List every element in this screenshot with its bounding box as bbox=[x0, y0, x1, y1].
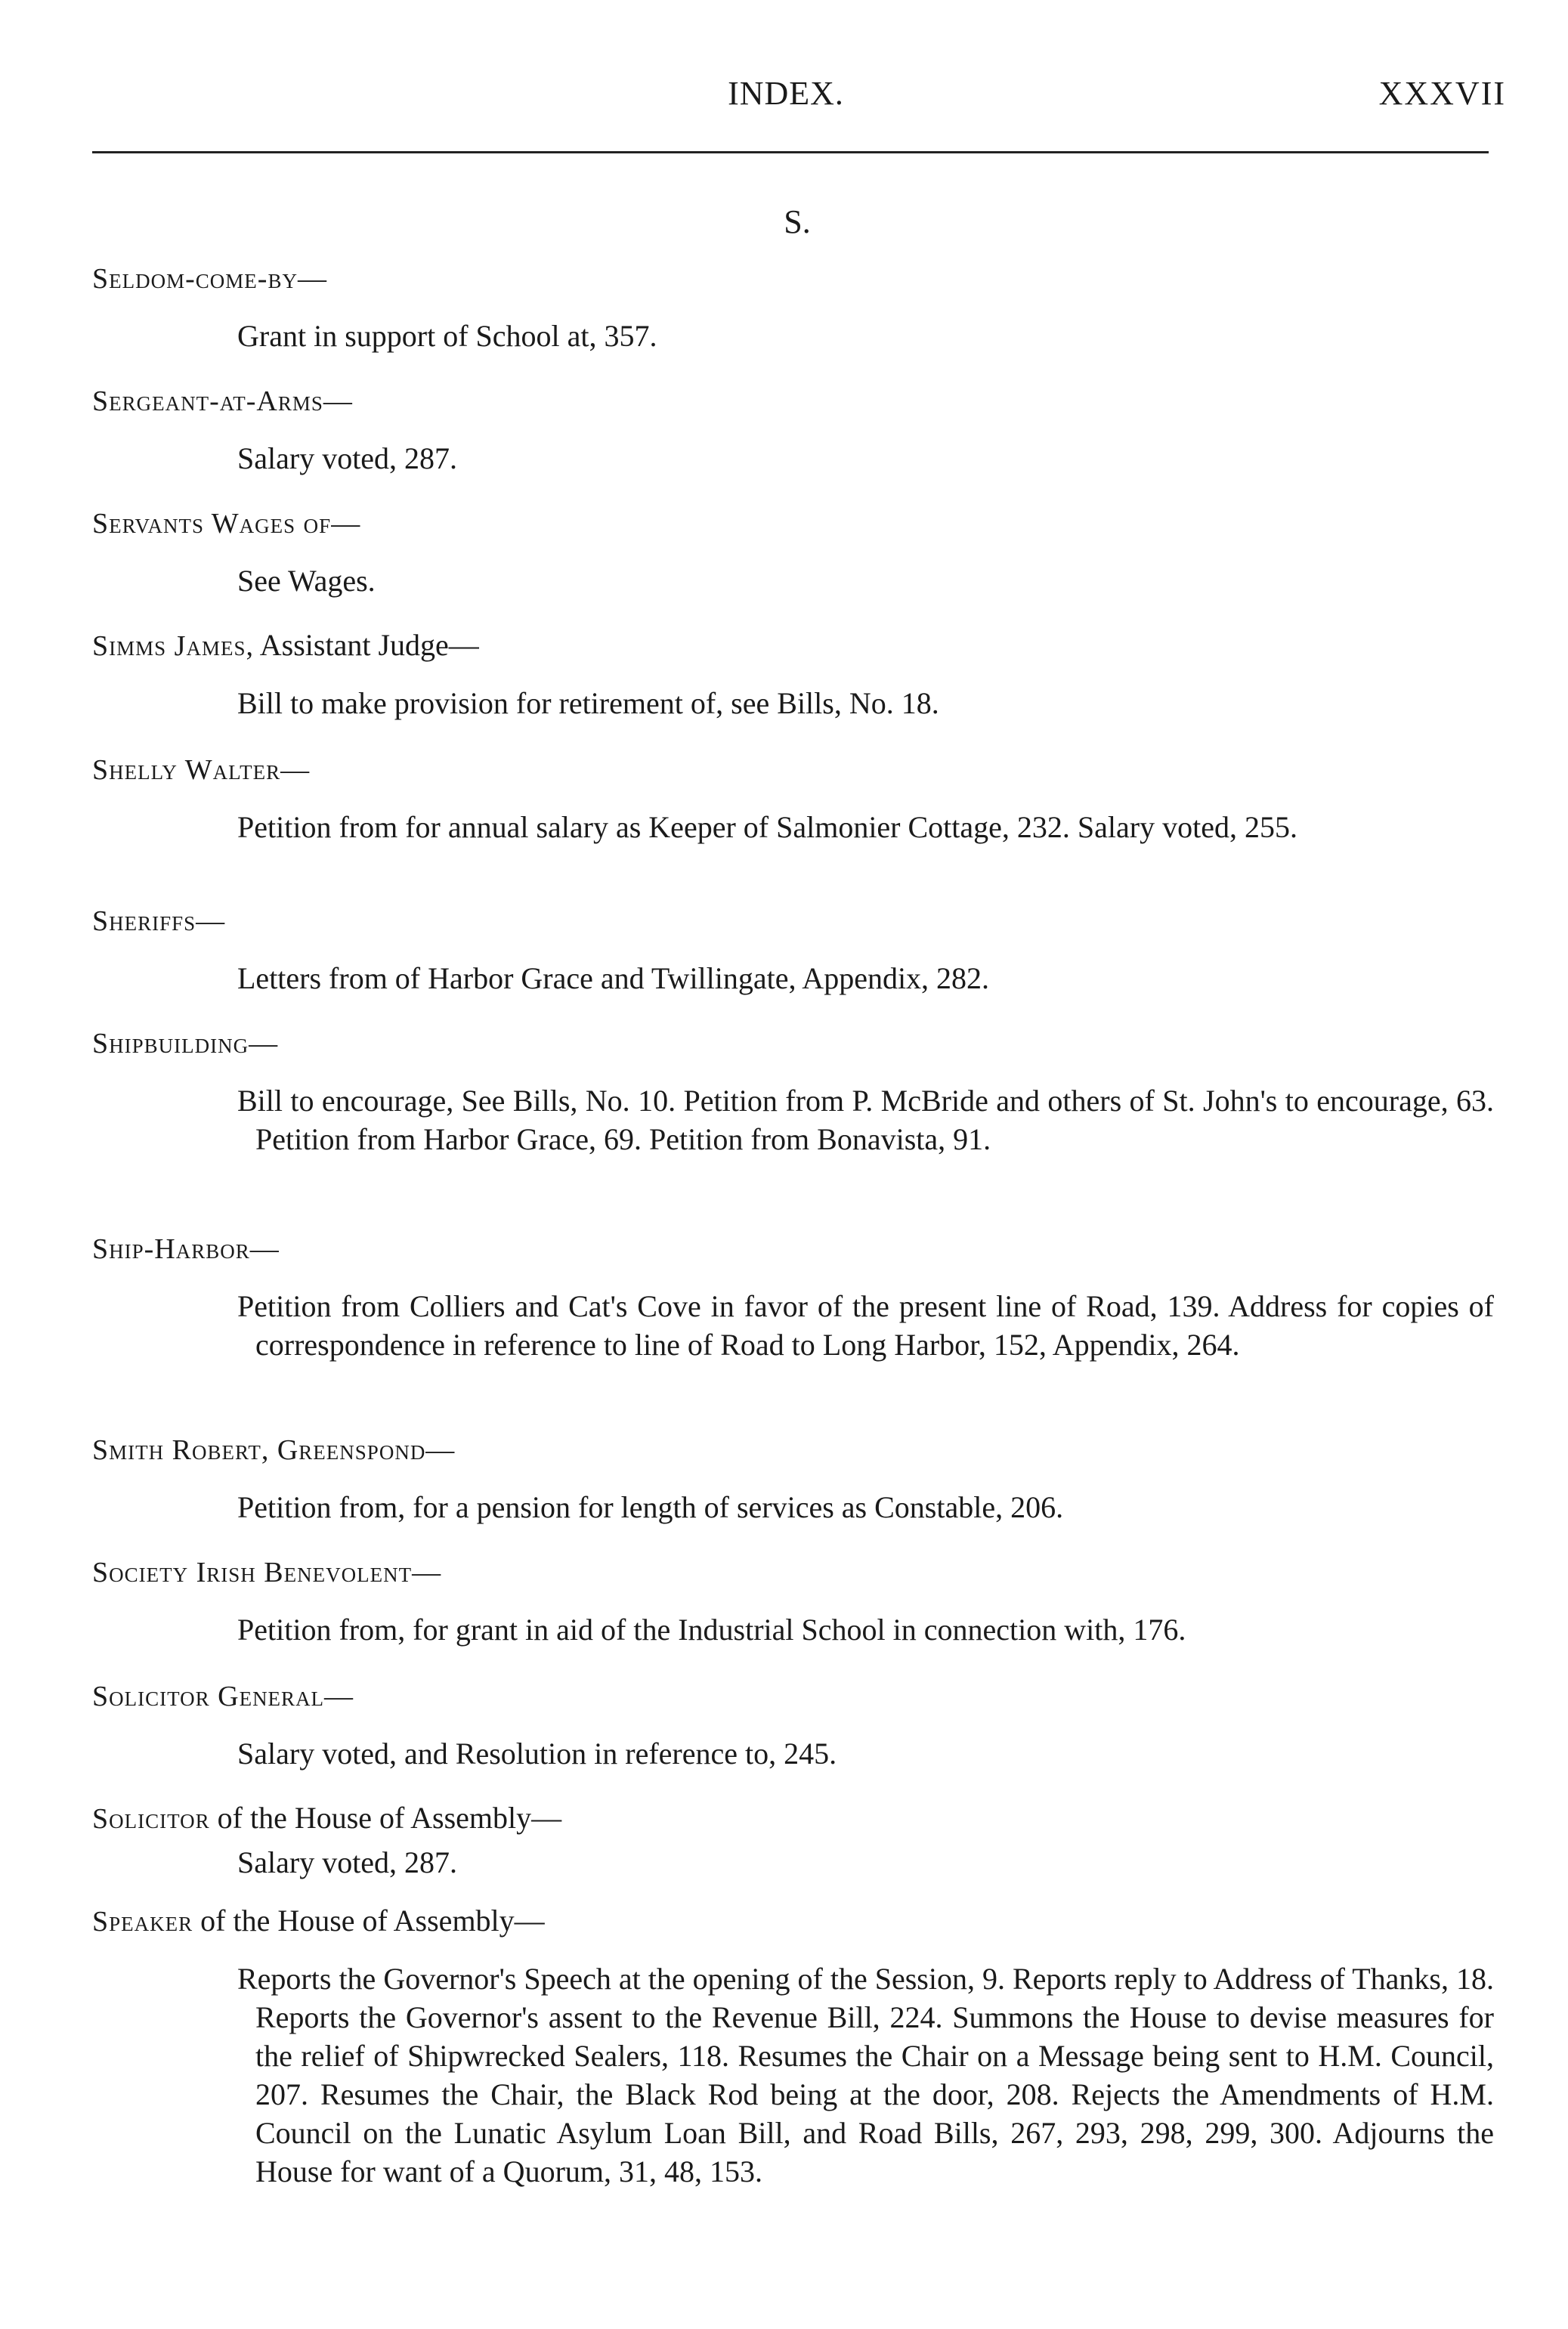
index-entry bbox=[92, 502, 1494, 600]
entry-heading: Society Irish Benevolent— bbox=[92, 1557, 442, 1588]
entry-heading: Servants Wages of— bbox=[92, 508, 361, 540]
entry-body: Salary voted, 287. bbox=[237, 441, 458, 475]
entry-heading: Shipbuilding— bbox=[92, 1028, 279, 1059]
entry-body: Salary voted, 287. bbox=[237, 1845, 458, 1879]
index-entry bbox=[92, 1428, 1494, 1526]
index-entry bbox=[92, 748, 1494, 846]
entry-heading: Shelly Walter— bbox=[92, 754, 311, 786]
entry-body: Grant in support of School at, 357. bbox=[237, 319, 657, 353]
index-entry bbox=[92, 1551, 1494, 1649]
entry-body: Reports the Governor's Speech at the opening of the Session, 9. Reports reply to Address of Thanks, 18. Reports the Governor's assent to the Revenue Bill, 224. Summons the House to devise measures for the relief of Shipwrecked Sealers, 118. Resumes the Chair on a Message being sent to H.M. Council, 207. Resumes the Chair, the Black Rod being at the door, 208. Rejects the Amendments of H.M. Council on the Lunatic Asylum Loan Bill, and Road Bills, 267, 293, 298, 299, 300. Adjourns the House for want of a Quorum, 31, 48, 153. bbox=[237, 1962, 1494, 2188]
entry-body: Bill to encourage, See Bills, No. 10. Petition from P. McBride and others of St. John's to encourage, 63. Petition from Harbor Grace, 69. Petition from Bonavista, 91. bbox=[237, 1084, 1494, 1156]
page-number: XXXVII bbox=[1378, 75, 1506, 112]
entry-body: Petition from, for grant in aid of the Industrial School in connection with, 176. bbox=[237, 1613, 1186, 1647]
entry-body: Salary voted, and Resolution in reference to, 245. bbox=[237, 1737, 837, 1771]
entry-heading: Solicitor of the House of Assembly— bbox=[92, 1801, 562, 1835]
entry-heading: Sergeant-at-Arms— bbox=[92, 385, 353, 417]
entry-heading: Smith Robert, Greenspond— bbox=[92, 1434, 456, 1466]
index-entry bbox=[92, 1022, 1494, 1158]
index-entry bbox=[92, 1797, 1494, 1882]
index-entry bbox=[92, 1675, 1494, 1773]
section-letter: S. bbox=[784, 203, 811, 240]
header-rule bbox=[92, 151, 1489, 153]
index-entry bbox=[92, 257, 1494, 355]
entry-heading: Simms James, Assistant Judge— bbox=[92, 628, 479, 662]
index-entry bbox=[92, 1227, 1494, 1364]
index-entry bbox=[92, 379, 1494, 478]
index-entry bbox=[92, 899, 1494, 997]
entry-body: Letters from of Harbor Grace and Twillingate, Appendix, 282. bbox=[237, 961, 990, 995]
entry-heading: Speaker of the House of Assembly— bbox=[92, 1904, 545, 1938]
index-entry bbox=[92, 624, 1494, 722]
running-header-title: INDEX. bbox=[728, 75, 844, 112]
entry-body: See Wages. bbox=[237, 564, 376, 598]
entry-heading: Seldom-come-by— bbox=[92, 263, 327, 295]
entry-body: Petition from, for a pension for length of services as Constable, 206. bbox=[237, 1490, 1064, 1524]
entry-body: Petition from Colliers and Cat's Cove in favor of the present line of Road, 139. Address for copies of correspondence in reference to line of Road to Long Harbor, 152, Appendix, 264. bbox=[237, 1289, 1494, 1362]
entry-body: Bill to make provision for retirement of, see Bills, No. 18. bbox=[237, 686, 939, 720]
entry-body: Petition from for annual salary as Keeper of Salmonier Cottage, 232. Salary voted, 255. bbox=[237, 810, 1297, 844]
entry-heading: Sheriffs— bbox=[92, 905, 226, 937]
entry-heading: Ship-Harbor— bbox=[92, 1233, 280, 1265]
entry-heading: Solicitor General— bbox=[92, 1681, 354, 1712]
index-entry bbox=[92, 1900, 1494, 2191]
